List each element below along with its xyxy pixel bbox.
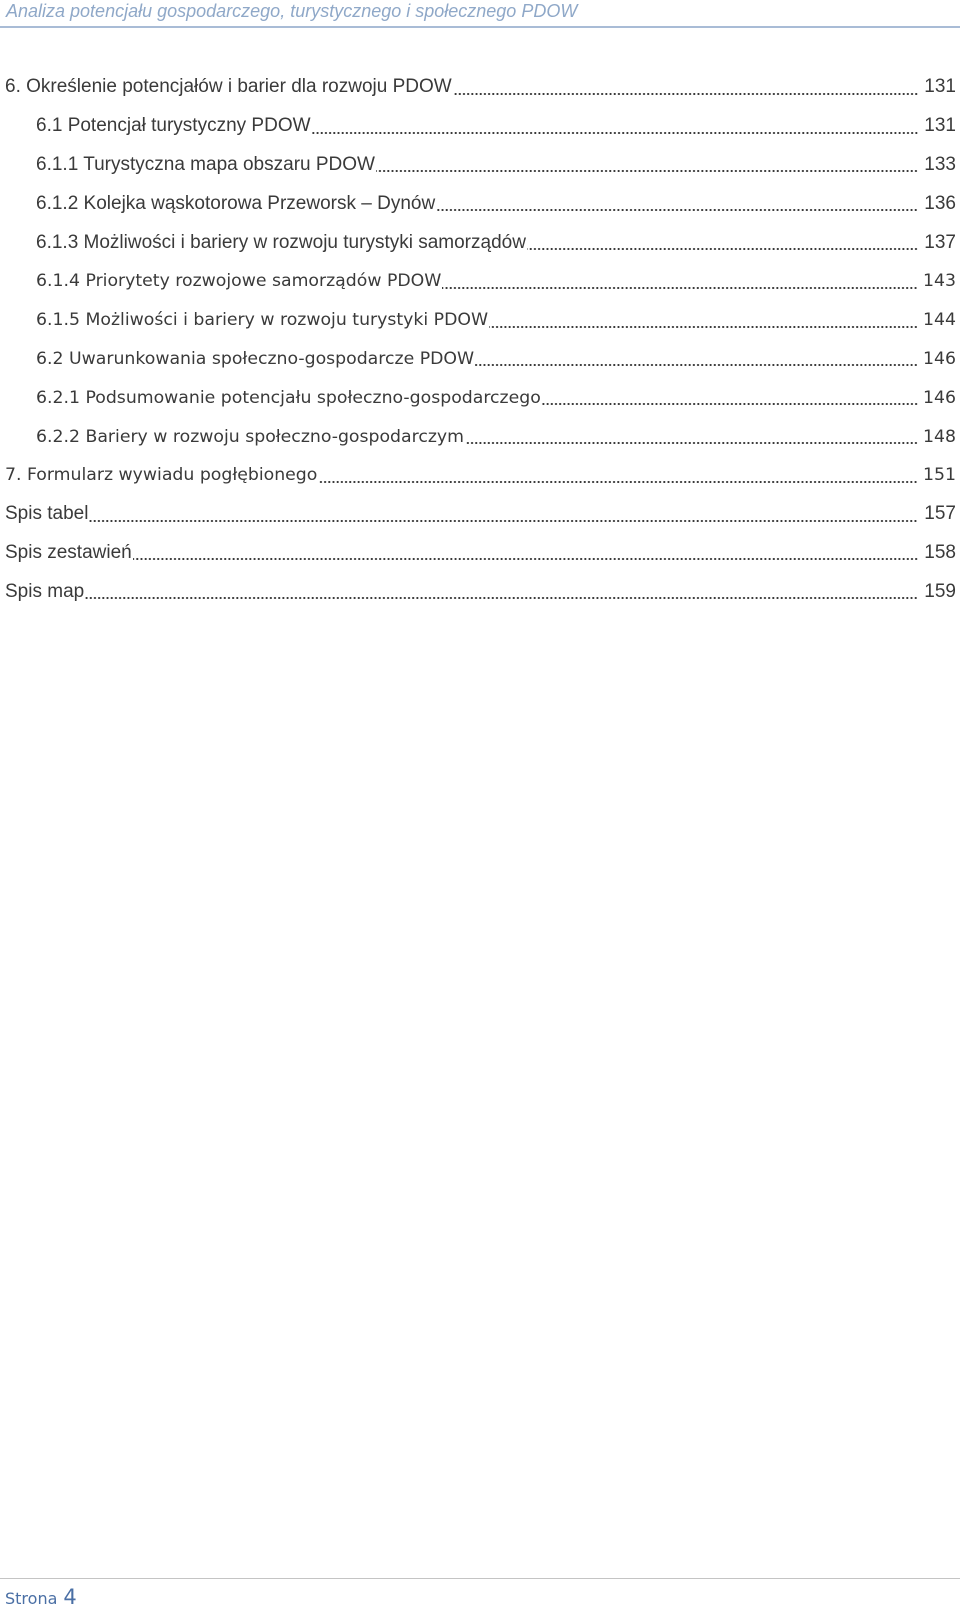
toc-entry-page-number: 146 [923, 348, 956, 369]
toc-entry-page-number: 137 [924, 231, 956, 253]
toc-entry[interactable] [0, 340, 960, 379]
toc-entry-page-number: 131 [924, 76, 956, 98]
toc-dot-leader [453, 82, 918, 96]
toc-entry-page-number: 136 [924, 192, 956, 214]
toc-entry-page-number: 143 [923, 271, 956, 292]
toc-entry[interactable] [0, 495, 960, 534]
toc-entry-title: 6.2 Uwarunkowania społeczno-gospodarcze PDOW [36, 348, 475, 369]
toc-entry-title: 6.1 Potencjał turystyczny PDOW [36, 115, 311, 137]
toc-entry[interactable] [0, 107, 960, 146]
toc-entry-title: 6.1.1 Turystyczna mapa obszaru PDOW [36, 153, 375, 175]
toc-dot-leader [465, 431, 918, 445]
document-title: Analiza potencjału gospodarczego, turystycznego i społecznego PDOW [6, 1, 578, 21]
toc-entry-title: 7. Formularz wywiadu pogłębionego [5, 465, 318, 486]
toc-entry-title: Spis map [5, 580, 85, 602]
toc-dot-leader [312, 121, 918, 135]
toc-entry-title: Spis tabel [5, 503, 89, 525]
toc-entry-title: 6.2.1 Podsumowanie potencjału społeczno-gospodarczego [36, 387, 541, 408]
toc-entry-title: 6.1.5 Możliwości i bariery w rozwoju turystyki PDOW [36, 310, 489, 331]
toc-entry[interactable] [0, 378, 960, 417]
toc-dot-leader [376, 159, 918, 173]
toc-entry-page-number: 151 [923, 465, 956, 486]
toc-entry[interactable] [0, 223, 960, 262]
toc-entry[interactable] [0, 68, 960, 107]
toc-dot-leader [542, 392, 918, 406]
toc-dot-leader [475, 353, 918, 367]
toc-entry-title: 6.1.2 Kolejka wąskotorowa Przeworsk – Dynów [36, 192, 436, 214]
toc-entry-title: Spis zestawień [5, 541, 132, 563]
page-header [0, 0, 960, 28]
page-label-text: Strona [5, 1589, 58, 1608]
toc-dot-leader [436, 198, 918, 212]
toc-entry[interactable] [0, 417, 960, 456]
page-footer [0, 1578, 960, 1609]
table-of-contents [0, 68, 960, 611]
toc-dot-leader [442, 276, 918, 290]
toc-dot-leader [85, 586, 918, 600]
toc-entry-page-number: 148 [923, 426, 956, 447]
toc-entry[interactable] [0, 572, 960, 611]
toc-dot-leader [527, 237, 918, 251]
toc-entry[interactable] [0, 262, 960, 301]
toc-entry-title: 6.2.2 Bariery w rozwoju społeczno-gospodarczym [36, 426, 464, 447]
toc-entry-title: 6.1.4 Priorytety rozwojowe samorządów PDOW [36, 271, 442, 292]
toc-dot-leader [89, 509, 918, 523]
toc-entry-page-number: 158 [924, 541, 956, 563]
toc-entry-page-number: 131 [924, 115, 956, 137]
toc-entry-page-number: 157 [924, 503, 956, 525]
toc-entry-title: 6. Określenie potencjałów i barier dla rozwoju PDOW [5, 76, 452, 98]
toc-entry-page-number: 146 [923, 387, 956, 408]
toc-entry[interactable] [0, 184, 960, 223]
page-number: 4 [63, 1585, 77, 1609]
toc-entry[interactable] [0, 301, 960, 340]
toc-dot-leader [318, 470, 918, 484]
toc-entry[interactable] [0, 146, 960, 185]
toc-entry-page-number: 144 [923, 310, 956, 331]
toc-entry[interactable] [0, 456, 960, 495]
toc-dot-leader [489, 315, 918, 329]
toc-entry[interactable] [0, 534, 960, 573]
toc-entry-page-number: 159 [924, 580, 956, 602]
toc-entry-title: 6.1.3 Możliwości i bariery w rozwoju turystyki samorządów [36, 231, 526, 253]
toc-entry-page-number: 133 [924, 153, 956, 175]
page-label [5, 1585, 77, 1609]
toc-dot-leader [133, 547, 918, 561]
